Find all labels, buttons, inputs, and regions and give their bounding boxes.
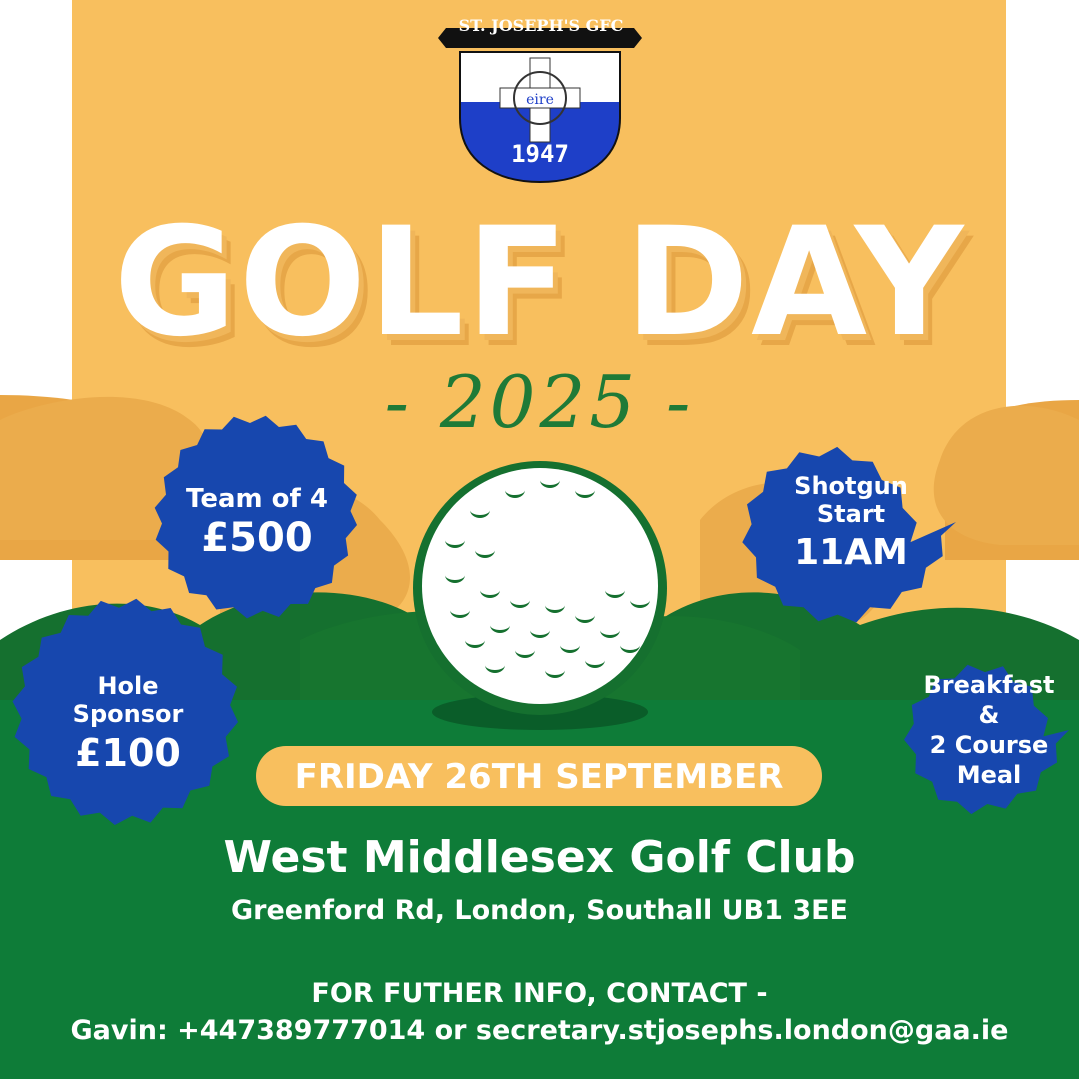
- event-venue: West Middlesex Golf Club: [223, 832, 856, 883]
- contact-details: Gavin: +447389777014 or secretary.stjosephs.london@gaa.ie: [70, 1015, 1009, 1046]
- meal-badge-line2: &: [978, 701, 1000, 729]
- meal-badge: [900, 670, 1078, 790]
- hole-badge-line1: Hole: [97, 672, 159, 700]
- club-name: ST. JOSEPH'S GFC: [458, 16, 624, 35]
- hole-badge-price: £100: [75, 731, 181, 775]
- shotgun-badge-time: 11AM: [794, 532, 908, 573]
- team-badge-price: £500: [201, 515, 313, 561]
- event-date: FRIDAY 26TH SEPTEMBER: [294, 757, 784, 797]
- hole-badge: [20, 672, 236, 778]
- shotgun-badge: [744, 472, 958, 578]
- shotgun-badge-line1: Shotgun: [794, 472, 908, 500]
- meal-badge-line1: Breakfast: [923, 671, 1055, 699]
- svg-text:eire: eire: [526, 92, 554, 108]
- meal-badge-line3: 2 Course: [929, 731, 1049, 759]
- team-badge: [155, 484, 359, 562]
- event-title: GOLF DAY: [113, 196, 966, 370]
- club-founded-year: 1947: [511, 140, 569, 168]
- event-year: - 2025 -: [384, 360, 695, 444]
- team-badge-label: Team of 4: [186, 484, 328, 514]
- golf-ball-icon: [413, 461, 667, 715]
- meal-badge-line4: Meal: [956, 761, 1022, 789]
- shotgun-badge-line2: Start: [816, 500, 886, 528]
- contact-heading: FOR FUTHER INFO, CONTACT -: [311, 978, 768, 1009]
- hole-badge-line2: Sponsor: [72, 700, 184, 728]
- event-address: Greenford Rd, London, Southall UB1 3EE: [230, 895, 848, 926]
